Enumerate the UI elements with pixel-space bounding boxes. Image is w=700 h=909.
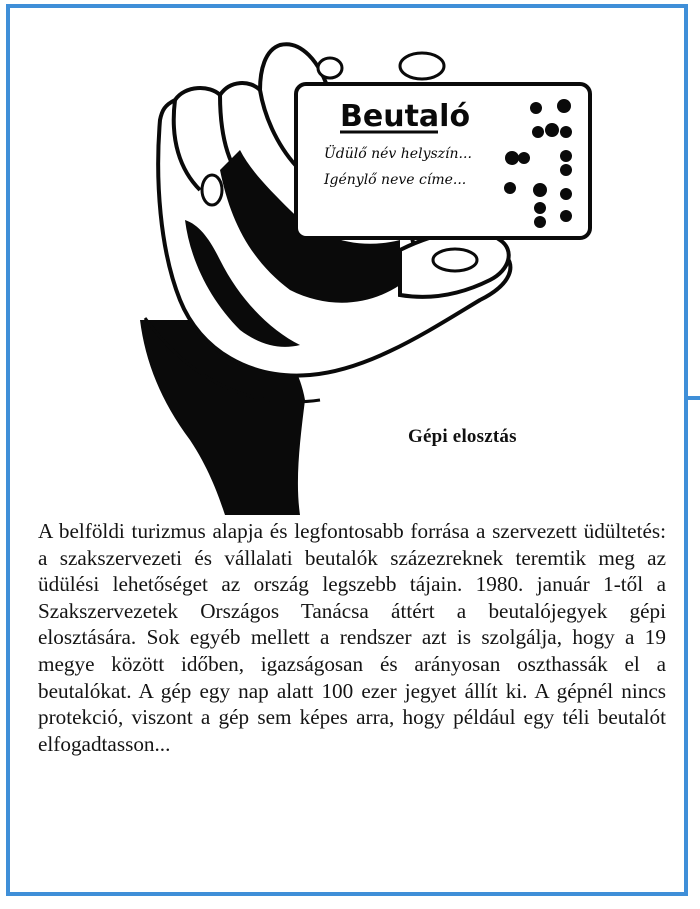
ticket-card — [296, 84, 590, 238]
hand-holding-card-icon — [100, 0, 640, 515]
card-title: Beutaló — [340, 99, 471, 134]
card-line-2: Igénylő neve címe... — [324, 172, 467, 188]
card-line-1: Üdülő név helyszín... — [324, 146, 472, 162]
frame-connector — [688, 396, 700, 400]
article-body-text: A belföldi turizmus alapja és legfontosabb forrása a szervezett üdültetés: a szakszervezeti és vállalati beutalók százezreknek teremtik meg az üdülési lehetőséget az ország legszebb tájain. 1980. január 1-től a Szakszervezetek Országos Tanácsa áttért a beutalójegyek gépi elosztására. Sok egyéb mellett a rendszer azt is szolgálja, hogy a 19 megye között időben, igazságosan és arányosan oszthassák el a beutalókat. A gép egy nap alatt 100 ezer jegyet állít ki. A gépnél nincs protekció, viszont a gép sem képes arra, hogy például egy téli beutalót elfogadtasson... — [38, 519, 666, 756]
figure-caption: Gépi elosztás — [408, 426, 517, 447]
